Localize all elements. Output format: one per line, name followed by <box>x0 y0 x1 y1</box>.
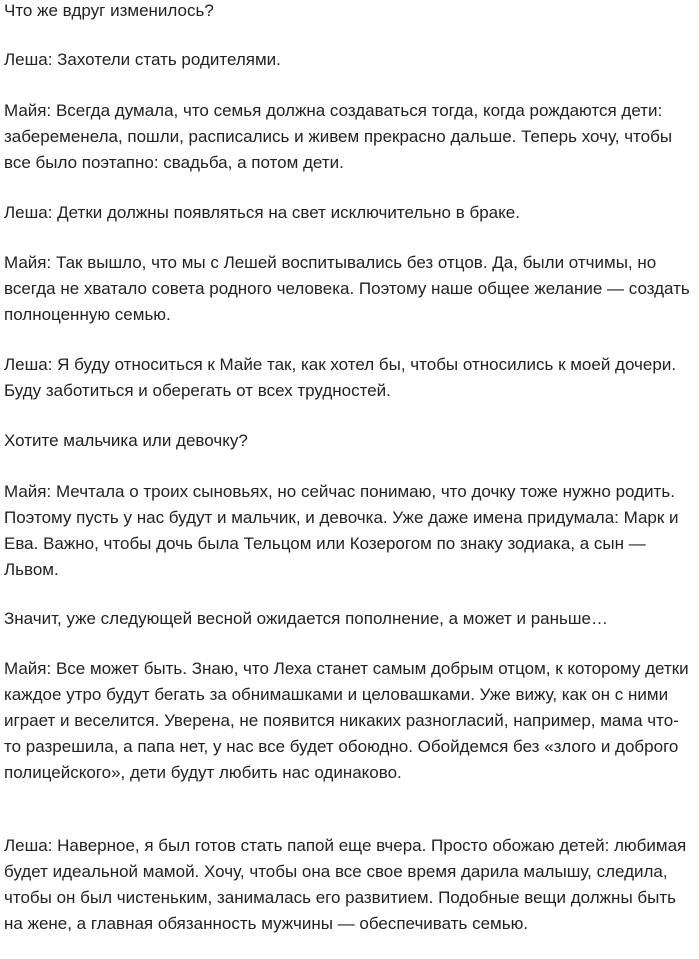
question-paragraph: Значит, уже следующей весной ожидается пополнение, а может и раньше… <box>4 609 608 628</box>
answer-paragraph: Леша: Наверное, я был готов стать папой еще вчера. Просто обожаю детей: любимая будет идеальной мамой. Хочу, чтобы она все свое время дарила малышу, следила, чтобы он был чистеньким, занималась его развитием. Подобные вещи должны быть на жене, а главная обязанность мужчины — обеспечивать семью. <box>4 836 687 933</box>
answer-paragraph: Майя: Всегда думала, что семья должна создаваться тогда, когда рождаются дети: забеременела, пошли, расписались и живем прекрасно дальше. Теперь хочу, чтобы все было поэтапно: свадьба, а потом дети. <box>4 101 673 172</box>
question-paragraph: Что же вдруг изменилось? <box>4 1 214 20</box>
answer-paragraph: Майя: Мечтала о троих сыновьях, но сейчас понимаю, что дочку тоже нужно родить. Поэтому пусть у нас будут и мальчик, и девочка. Уже даже имена придумала: Марк и Ева. Важно, чтобы дочь была Тельцом или Козерогом по знаку зодиака, а сын — Львом. <box>4 482 679 579</box>
question-paragraph: Хотите мальчика или девочку? <box>4 431 248 450</box>
answer-paragraph: Майя: Так вышло, что мы с Лешей воспитывались без отцов. Да, были отчимы, но всегда не хватало совета родного человека. Поэтому наше общее желание — создать полноценную семью. <box>4 253 690 324</box>
answer-paragraph: Леша: Я буду относиться к Майе так, как хотел бы, чтобы относились к моей дочери. Буду заботиться и оберегать от всех трудностей. <box>4 355 677 400</box>
answer-paragraph: Леша: Захотели стать родителями. <box>4 50 281 69</box>
answer-paragraph: Майя: Все может быть. Знаю, что Леха станет самым добрым отцом, к которому детки каждое утро будут бегать за обнимашками и целовашками. Уже вижу, как он с ними играет и веселится. Уверена, не появится никаких разногласий, например, мама что-то разрешила, а папа нет, у нас все будет обоюдно. Обойдемся без «злого и доброго полицейского», дети будут любить нас одинаково. <box>4 659 689 782</box>
answer-paragraph: Леша: Детки должны появляться на свет исключительно в браке. <box>4 203 520 222</box>
